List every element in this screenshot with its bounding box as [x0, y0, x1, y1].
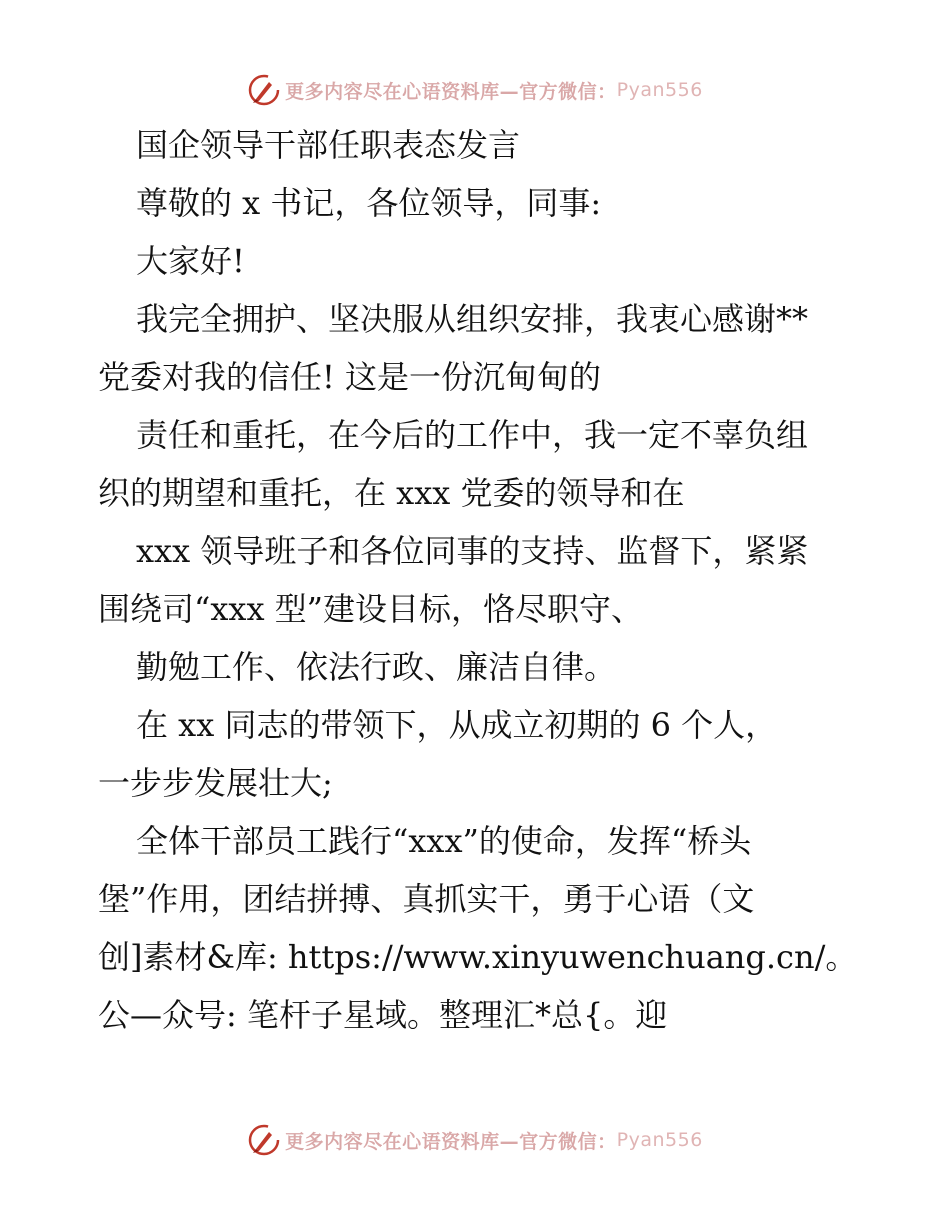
paragraph-line: 责任和重托，在今后的工作中，我一定不辜负组: [136, 416, 809, 454]
paragraph-line: 我完全拥护、坚决服从组织安排，我衷心感谢**: [136, 300, 809, 338]
document-title: 国企领导干部任职表态发言: [136, 126, 521, 164]
paragraph-line: 创]素材&库: https://www.xinyuwenchuang.cn/。: [98, 938, 858, 976]
quill-pen-logo-icon: [247, 73, 281, 107]
document-body: [98, 116, 858, 1044]
paragraph-line: 织的期望和重托，在 xxx 党委的领导和在: [98, 474, 685, 512]
paragraph-line: 围绕司“xxx 型”建设目标，恪尽职守、: [98, 590, 644, 628]
watermark-handle: Pyan556: [616, 79, 703, 101]
paragraph-line: 大家好!: [136, 242, 245, 280]
quill-pen-logo-icon: [247, 1123, 281, 1157]
paragraph-line: 一步步发展壮大;: [98, 764, 333, 802]
paragraph-line: 在 xx 同志的带领下，从成立初期的 6 个人，: [136, 706, 778, 744]
paragraph-line: 勤勉工作、依法行政、廉洁自律。: [136, 648, 617, 686]
watermark-text: 更多内容尽在心语资料库—官方微信：: [285, 80, 617, 103]
paragraph-line: 堡”作用，团结拼搏、真抓实干，勇于心语（文: [98, 880, 755, 918]
paragraph-line: 公—众号: 笔杆子星域。整理汇*总{。迎: [98, 996, 668, 1034]
paragraph-line: 尊敬的 x 书记，各位领导，同事:: [136, 184, 602, 222]
paragraph-line: 全体干部员工践行“xxx”的使命，发挥“桥头: [136, 822, 752, 860]
paragraph-line: xxx 领导班子和各位同事的支持、监督下，紧紧: [136, 532, 809, 570]
watermark-text: 更多内容尽在心语资料库—官方微信：: [285, 1130, 617, 1153]
watermark-header: [0, 70, 950, 110]
paragraph-line: 党委对我的信任! 这是一份沉甸甸的: [98, 358, 602, 396]
watermark-handle: Pyan556: [616, 1129, 703, 1151]
watermark-footer: [0, 1120, 950, 1160]
